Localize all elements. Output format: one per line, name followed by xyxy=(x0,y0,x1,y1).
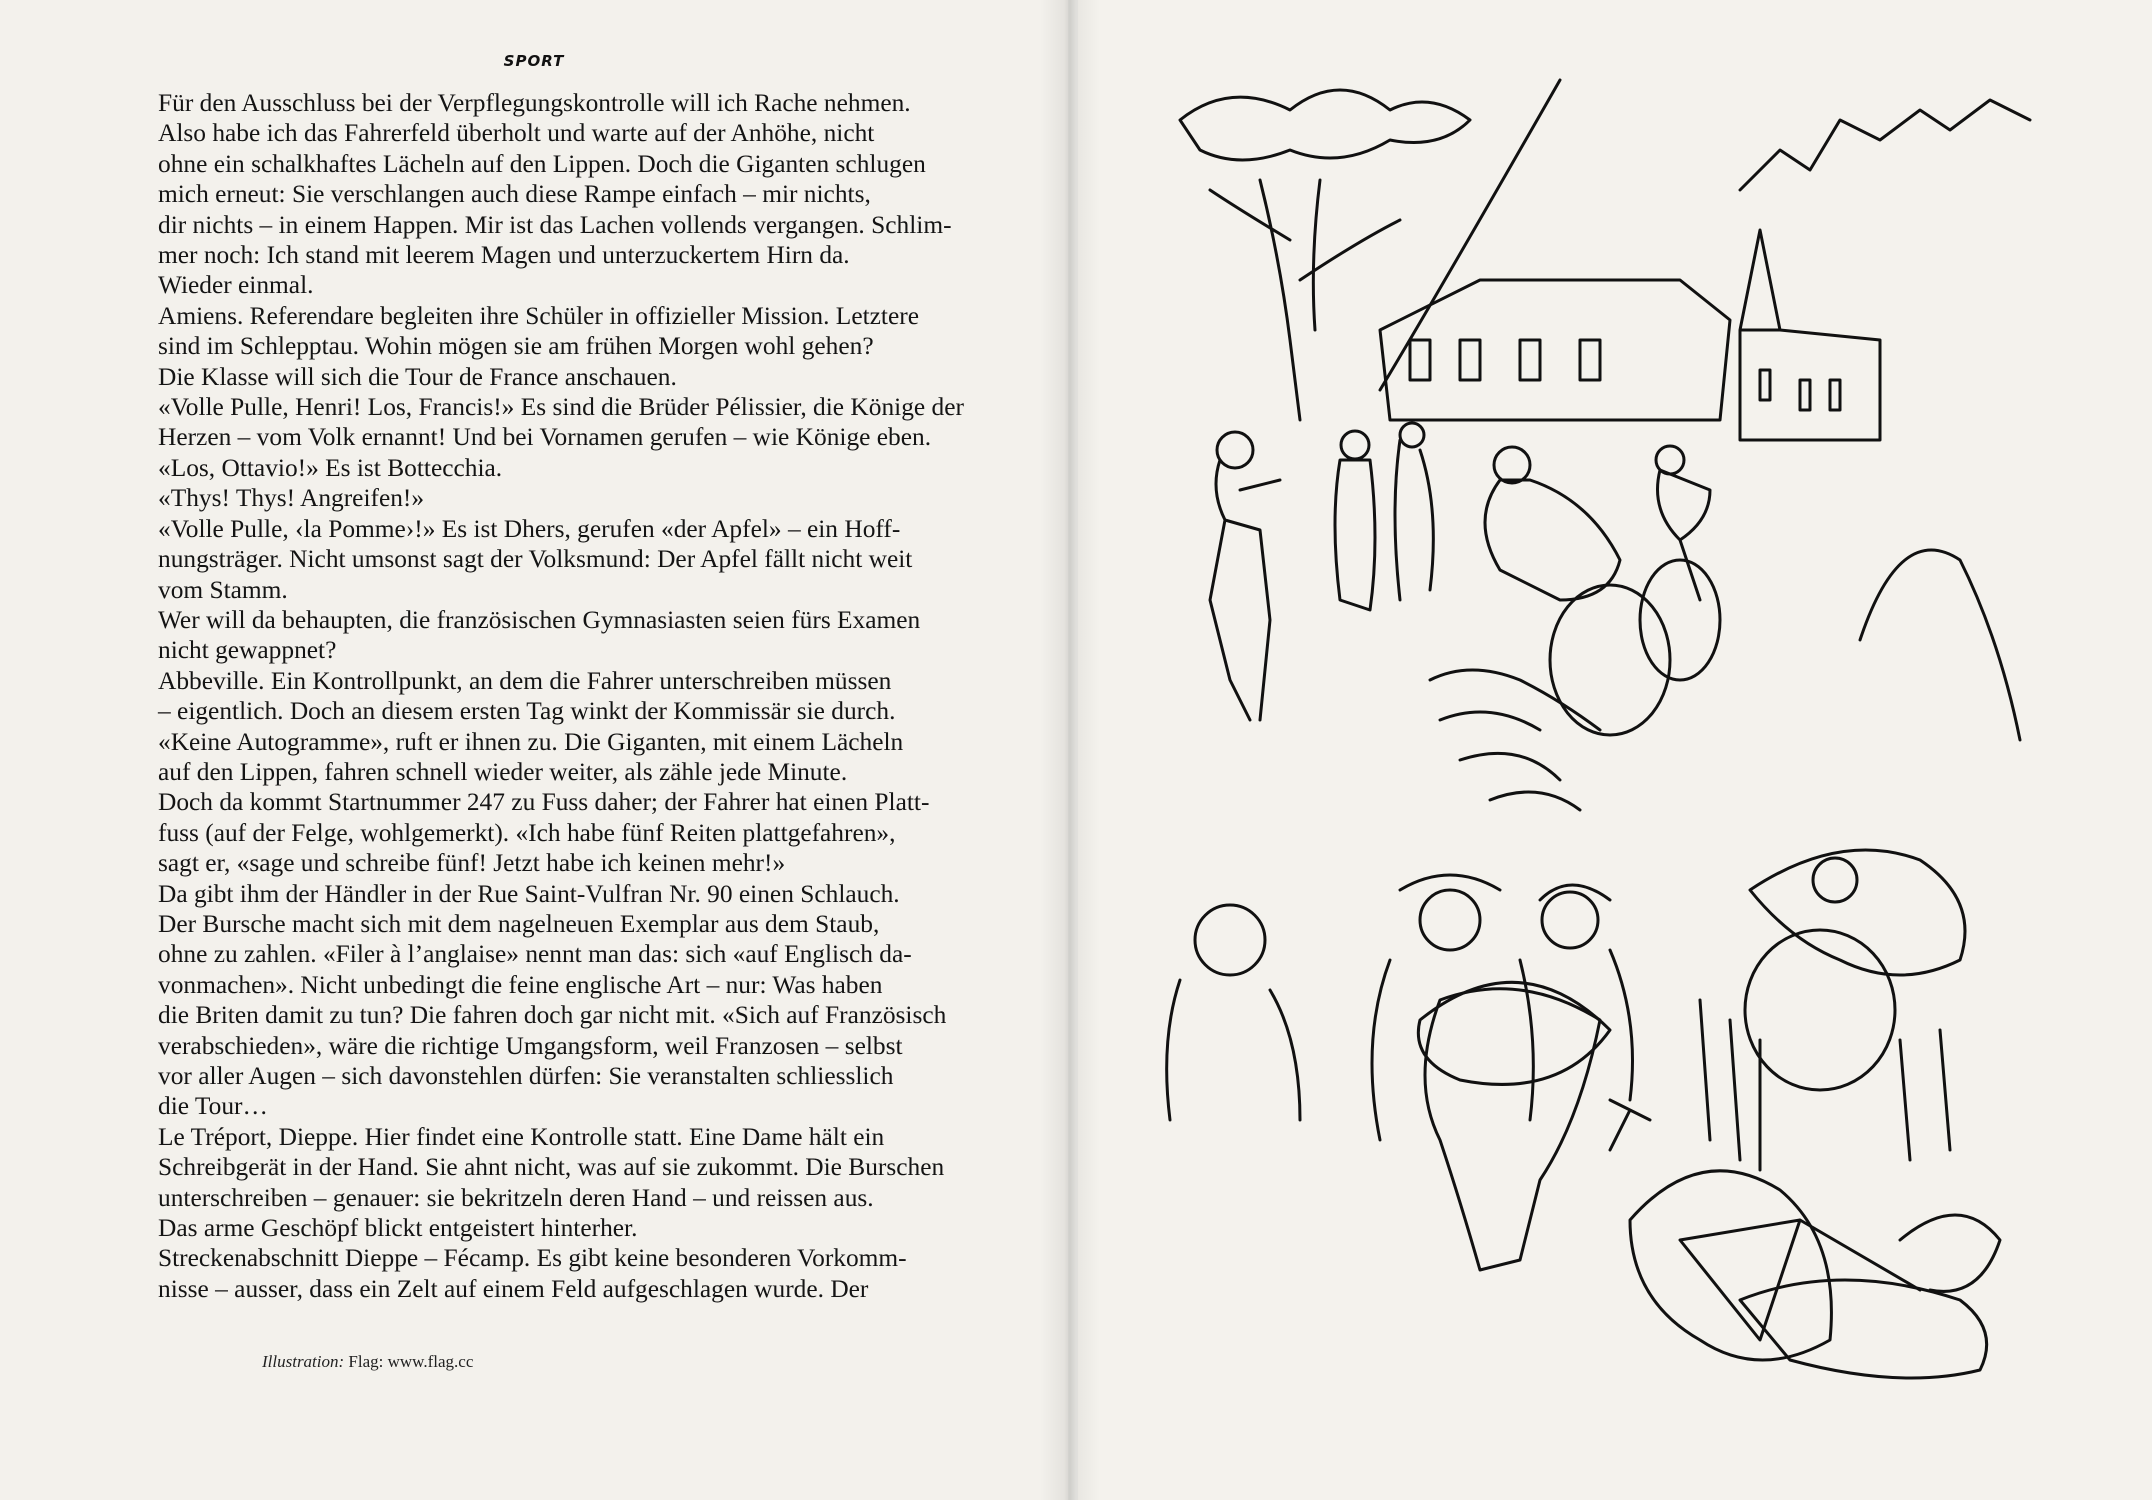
text-line: ohne ein schalkhaftes Lächeln auf den Lippen. Doch die Giganten schlugen xyxy=(158,149,926,178)
credit-text: Flag: www.flag.cc xyxy=(344,1352,474,1371)
spectator-left xyxy=(1210,460,1280,720)
text-line: – eigentlich. Doch an diesem ersten Tag winkt der Kommissär sie durch. xyxy=(158,697,896,726)
tree-canopy xyxy=(1180,90,1470,160)
text-line: Der Bursche macht sich mit dem nagelneuen Exemplar aus dem Staub, xyxy=(158,909,880,938)
text-line: Amiens. Referendare begleiten ihre Schüler in offizieller Mission. Letztere xyxy=(158,301,919,330)
church-windows xyxy=(1760,370,1840,410)
hill xyxy=(1860,550,2020,740)
text-line: «Los, Ottavio!» Es ist Bottecchia. xyxy=(158,453,503,482)
text-line: Wieder einmal. xyxy=(158,271,314,300)
spectator-head-3 xyxy=(1400,423,1424,447)
text-line: nicht gewappnet? xyxy=(158,636,337,665)
text-line: mich erneut: Sie verschlangen auch diese Rampe einfach – mir nichts, xyxy=(158,180,871,209)
cyclist-body xyxy=(1485,480,1620,600)
text-line: nisse – ausser, dass ein Zelt auf einem Feld aufgeschlagen wurde. Der xyxy=(158,1274,869,1303)
text-line: Die Klasse will sich die Tour de France anschauen. xyxy=(158,362,677,391)
article-body xyxy=(158,88,964,1304)
running-head: SPORT xyxy=(503,52,565,70)
fallen-rider-head xyxy=(1813,858,1857,902)
spectator-head xyxy=(1217,432,1253,468)
text-line: auf den Lippen, fahren schnell wieder weiter, als zähle jede Minute. xyxy=(158,757,848,786)
man-cap-left-head xyxy=(1195,905,1265,975)
spectator-head-2 xyxy=(1341,431,1369,459)
bike-wheel-front xyxy=(1550,585,1670,735)
text-line: «Volle Pulle, ‹la Pomme›!» Es ist Dhers, gerufen «der Apfel» – ein Hoff- xyxy=(158,514,901,543)
fallen-rider-bottom xyxy=(1740,1280,1987,1378)
text-line: Für den Ausschluss bei der Verpflegungskontrolle will ich Rache nehmen. xyxy=(158,89,911,117)
man-hat-head xyxy=(1420,890,1480,950)
text-line: Streckenabschnitt Dieppe – Fécamp. Es gibt keine besonderen Vorkomm- xyxy=(158,1244,907,1273)
text-line: Schreibgerät in der Hand. Sie ahnt nicht, was auf sie zukommt. Die Burschen xyxy=(158,1153,945,1182)
bike-frame-bottom xyxy=(1680,1220,1920,1340)
bike-wheel-back xyxy=(1640,560,1720,680)
man-cap-left-body xyxy=(1167,980,1300,1120)
text-line: Abbeville. Ein Kontrollpunkt, an dem die Fahrer unterschreiben müssen xyxy=(158,666,892,695)
illustration-credit xyxy=(262,1352,473,1372)
text-line: vor aller Augen – sich davonstehlen dürfen: Sie veranstalten schliesslich xyxy=(158,1062,894,1090)
handlebar-curl xyxy=(1900,1215,2000,1291)
fallen-rider xyxy=(1750,850,1965,975)
text-line: sind im Schlepptau. Wohin mögen sie am frühen Morgen wohl gehen? xyxy=(158,332,874,361)
hammer xyxy=(1610,1100,1650,1150)
left-page xyxy=(0,0,1068,1500)
text-line: vom Stamm. xyxy=(158,575,288,604)
fallen-bike-wheel xyxy=(1745,930,1895,1090)
grass xyxy=(1700,1000,1950,1170)
spectator-group xyxy=(1335,440,1433,610)
text-line: dir nichts – in einem Happen. Mir ist das Lachen vollends vergangen. Schlim- xyxy=(158,210,952,239)
text-line: Wer will da behaupten, die französischen Gymnasiasten seien fürs Examen xyxy=(158,605,921,634)
mountain-line xyxy=(1740,100,2030,190)
credit-label: Illustration: xyxy=(262,1352,345,1371)
pole xyxy=(1380,80,1560,390)
text-line: unterschreiben – genauer: sie bekritzeln deren Hand – und reissen aus. xyxy=(158,1183,874,1212)
text-line: «Volle Pulle, Henri! Los, Francis!» Es sind die Brüder Pélissier, die Könige der xyxy=(158,393,964,422)
text-line: Das arme Geschöpf blickt entgeistert hinterher. xyxy=(158,1214,638,1243)
text-line: Doch da kommt Startnummer 247 zu Fuss daher; der Fahrer hat einen Platt- xyxy=(158,788,930,817)
text-line: nungsträger. Nicht umsonst sagt der Volksmund: Der Apfel fällt nicht weit xyxy=(158,545,913,574)
tree-trunk xyxy=(1210,180,1400,420)
text-line: mer noch: Ich stand mit leerem Magen und unterzuckertem Hirn da. xyxy=(158,241,850,270)
text-line: verabschieden», wäre die richtige Umgangsform, weil Franzosen – selbst xyxy=(158,1031,903,1060)
text-line: Le Tréport, Dieppe. Hier findet eine Kontrolle statt. Eine Dame hält ein xyxy=(158,1122,885,1151)
rider-carrying-tyres xyxy=(1425,989,1600,1270)
text-line: sagt er, «sage und schreibe fünf! Jetzt habe ich keinen mehr!» xyxy=(158,849,786,878)
cyclist-head xyxy=(1494,447,1530,483)
man-hat-brim xyxy=(1400,875,1500,890)
text-line: ohne zu zahlen. «Filer à l’anglaise» nennt man das: sich «auf Englisch da- xyxy=(158,940,912,969)
text-line: Also habe ich das Fahrerfeld überholt und warte auf der Anhöhe, nicht xyxy=(158,119,875,148)
tour-de-france-illustration xyxy=(1140,40,2040,1440)
cyclist-2-body xyxy=(1658,470,1711,600)
loose-tyre xyxy=(1630,1171,1831,1360)
text-line: «Thys! Thys! Angreifen!» xyxy=(158,484,425,513)
house-windows xyxy=(1410,340,1600,380)
text-line: «Keine Autogramme», ruft er ihnen zu. Die Giganten, mit einem Lächeln xyxy=(158,727,904,756)
cobblestones xyxy=(1430,670,1600,810)
page-gutter xyxy=(1040,0,1100,1500)
text-line: Herzen – vom Volk ernannt! Und bei Vornamen gerufen – wie Könige eben. xyxy=(158,423,932,452)
text-line: vonmachen». Nicht unbedingt die feine englische Art – nur: Was haben xyxy=(158,970,883,999)
man-cap-right-head xyxy=(1542,892,1598,948)
text-line: die Tour… xyxy=(158,1092,268,1121)
text-line: die Briten damit zu tun? Die fahren doch gar nicht mit. «Sich auf Französisch xyxy=(158,1001,947,1030)
text-line: Da gibt ihm der Händler in der Rue Saint-Vulfran Nr. 90 einen Schlauch. xyxy=(158,879,900,908)
text-line: fuss (auf der Felge, wohlgemerkt). «Ich habe fünf Reiten plattgefahren», xyxy=(158,818,896,847)
